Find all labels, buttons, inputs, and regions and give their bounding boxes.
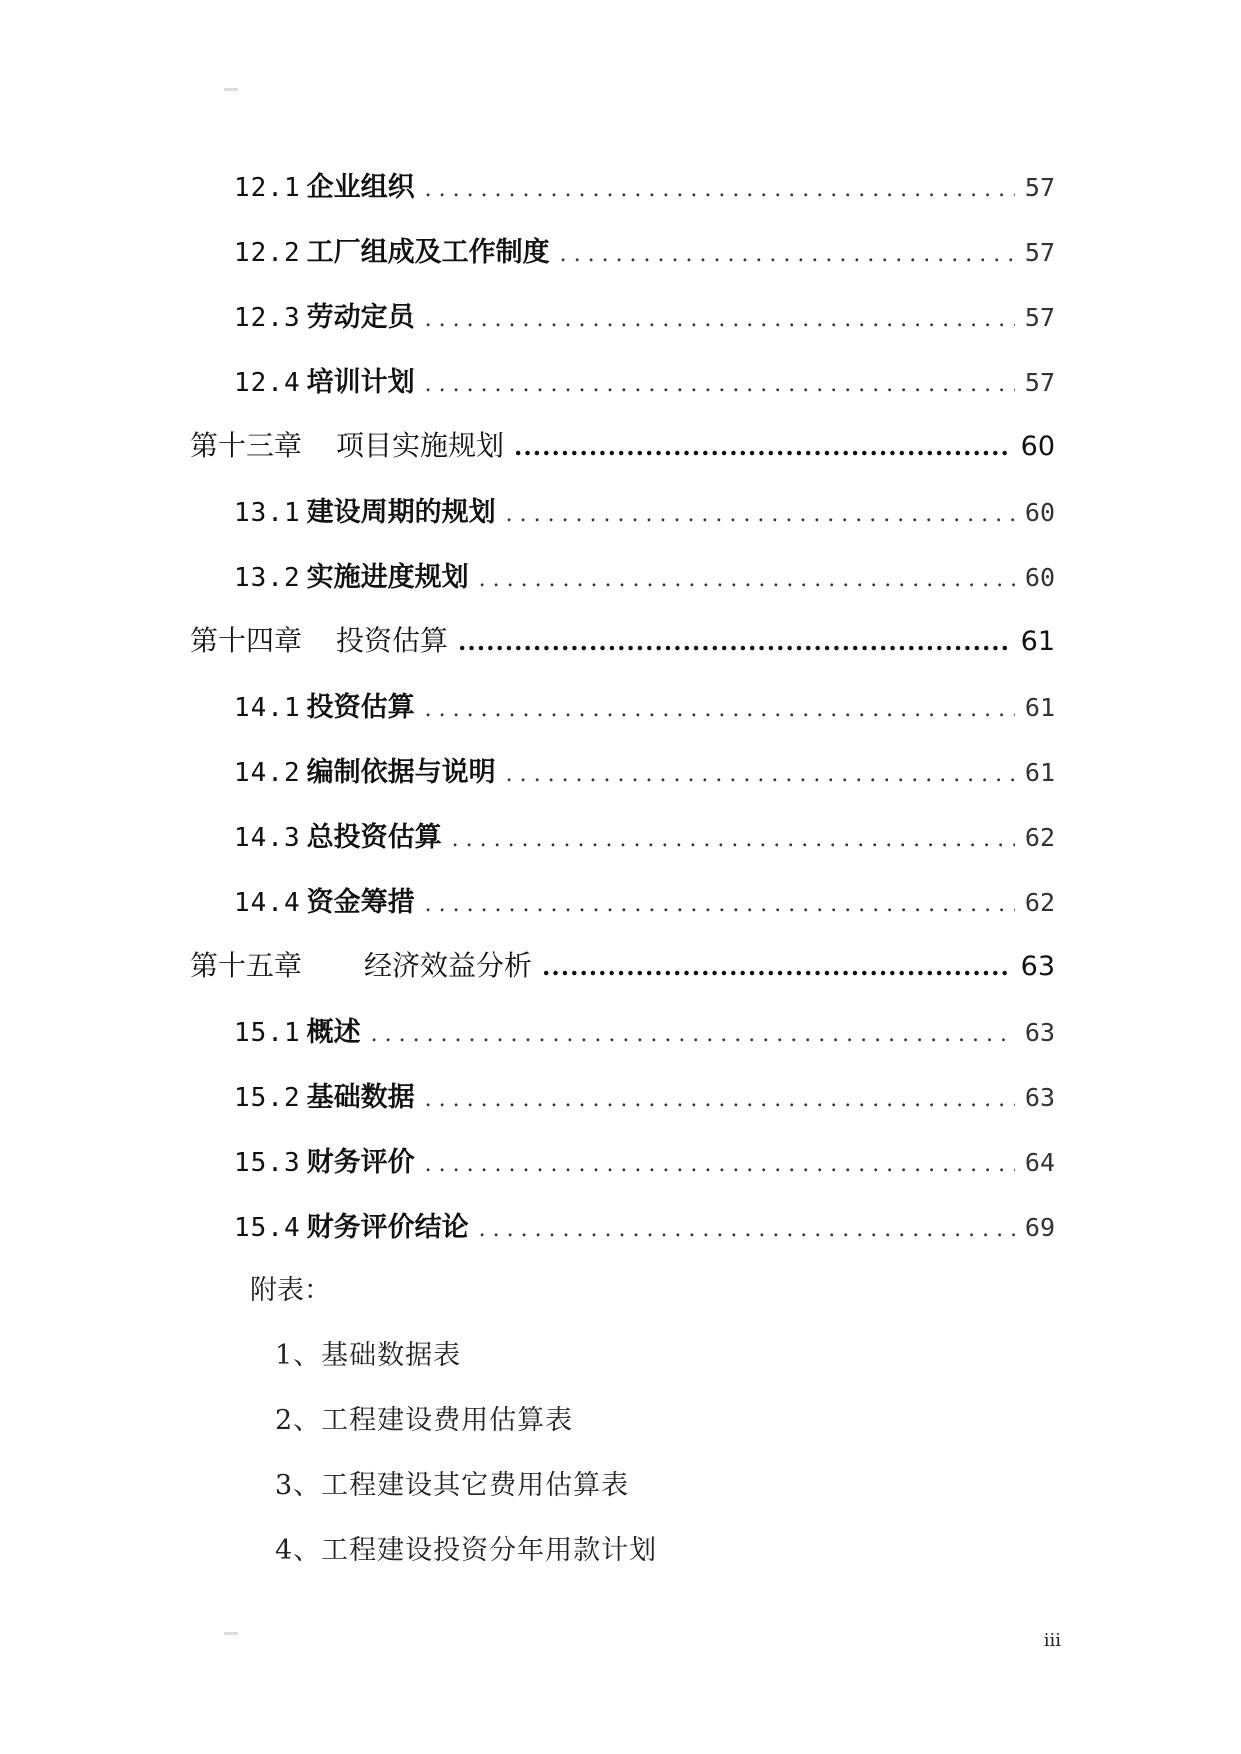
toc-title: 概述 [306,1017,361,1048]
toc-entry-chapter-14[interactable] [0,619,1241,663]
dot-leader [479,1217,1015,1242]
dot-leader [425,177,1015,202]
toc-title: 财务评价 [306,1147,415,1178]
dot-leader [452,827,1015,852]
dot-leader [514,432,1011,461]
dot-leader [425,307,1015,332]
toc-entry-13-1[interactable] [0,490,1241,534]
toc-entry-15-2[interactable] [0,1075,1241,1119]
dot-leader [425,1087,1015,1112]
toc-entry-15-3[interactable] [0,1140,1241,1184]
toc-number: 14.3 [234,823,301,853]
toc-entry-14-4[interactable] [0,880,1241,924]
chapter-number: 第十五章 [190,949,303,982]
toc-title: 实施进度规划 [306,562,469,593]
page-number: iii [1043,1630,1061,1651]
appendix-item: 3、工程建设其它费用估算表 [275,1470,630,1501]
chapter-number: 第十三章 [190,429,303,462]
toc-entry-14-2[interactable] [0,750,1241,794]
toc-number: 12.2 [234,238,301,268]
toc-title: 财务评价结论 [306,1212,469,1243]
chapter-title: 投资估算 [336,624,449,657]
dot-leader [506,762,1015,787]
toc-page-number: 57 [1024,238,1055,267]
toc-page-number: 64 [1024,1148,1055,1177]
toc-page-number: 60 [1020,431,1055,462]
toc-entry-14-1[interactable] [0,685,1241,729]
toc-title: 工厂组成及工作制度 [306,237,550,268]
toc-page-number: 57 [1024,303,1055,332]
toc-page-number: 61 [1020,626,1055,657]
toc-entry-15-4[interactable] [0,1205,1241,1249]
chapter-number: 第十四章 [190,624,303,657]
toc-page-number: 57 [1024,173,1055,202]
toc-title: 资金筹措 [306,887,415,918]
dot-leader [542,952,1011,981]
toc-entry-12-1[interactable] [0,165,1241,209]
toc-page-number: 60 [1024,563,1055,592]
dot-leader [425,892,1015,917]
dot-leader [371,1022,1015,1047]
toc-page-number: 61 [1024,693,1055,722]
toc-title: 基础数据 [306,1082,415,1113]
toc-title: 培训计划 [306,367,415,398]
toc-title: 劳动定员 [306,302,415,333]
dot-leader [425,697,1015,722]
appendix-item: 1、基础数据表 [275,1340,462,1371]
toc-number: 14.4 [234,888,301,918]
toc-number: 13.1 [234,498,301,528]
toc-page-number: 63 [1024,1018,1055,1047]
corner-mark-top [224,88,238,91]
chapter-title: 项目实施规划 [336,429,505,462]
toc-number: 12.3 [234,303,301,333]
dot-leader [425,372,1015,397]
toc-number: 15.1 [234,1018,301,1048]
appendix-heading: 附表： [250,1275,331,1306]
appendix-item: 4、工程建设投资分年用款计划 [275,1535,658,1566]
toc-entry-12-3[interactable] [0,295,1241,339]
chapter-title: 经济效益分析 [364,949,533,982]
toc-page-number: 69 [1024,1213,1055,1242]
toc-entry-15-1[interactable] [0,1010,1241,1054]
toc-entry-12-4[interactable] [0,360,1241,404]
toc-number: 12.1 [234,173,301,203]
toc-number: 12.4 [234,368,301,398]
toc-entry-chapter-15[interactable] [0,944,1241,988]
toc-page-number: 60 [1024,498,1055,527]
toc-number: 15.3 [234,1148,301,1178]
toc-title: 总投资估算 [306,822,442,853]
toc-number: 14.2 [234,758,301,788]
corner-mark-bottom [224,1632,238,1635]
appendix-item: 2、工程建设费用估算表 [275,1405,574,1436]
toc-page-number: 62 [1024,888,1055,917]
dot-leader [479,567,1015,592]
toc-page-number: 62 [1024,823,1055,852]
toc-entry-14-3[interactable] [0,815,1241,859]
dot-leader [458,627,1011,656]
dot-leader [506,502,1015,527]
toc-title: 投资估算 [306,692,415,723]
toc-entry-13-2[interactable] [0,555,1241,599]
toc-title: 企业组织 [306,172,415,203]
dot-leader [425,1152,1015,1177]
toc-title: 建设周期的规划 [306,497,496,528]
toc-page-number: 63 [1024,1083,1055,1112]
toc-page-number: 63 [1020,951,1055,982]
toc-page-number: 57 [1024,368,1055,397]
toc-title: 编制依据与说明 [306,757,496,788]
dot-leader [560,242,1015,267]
toc-number: 14.1 [234,693,301,723]
toc-number: 15.2 [234,1083,301,1113]
toc-number: 15.4 [234,1213,301,1243]
toc-number: 13.2 [234,563,301,593]
toc-entry-12-2[interactable] [0,230,1241,274]
toc-page-number: 61 [1024,758,1055,787]
toc-entry-chapter-13[interactable] [0,424,1241,468]
